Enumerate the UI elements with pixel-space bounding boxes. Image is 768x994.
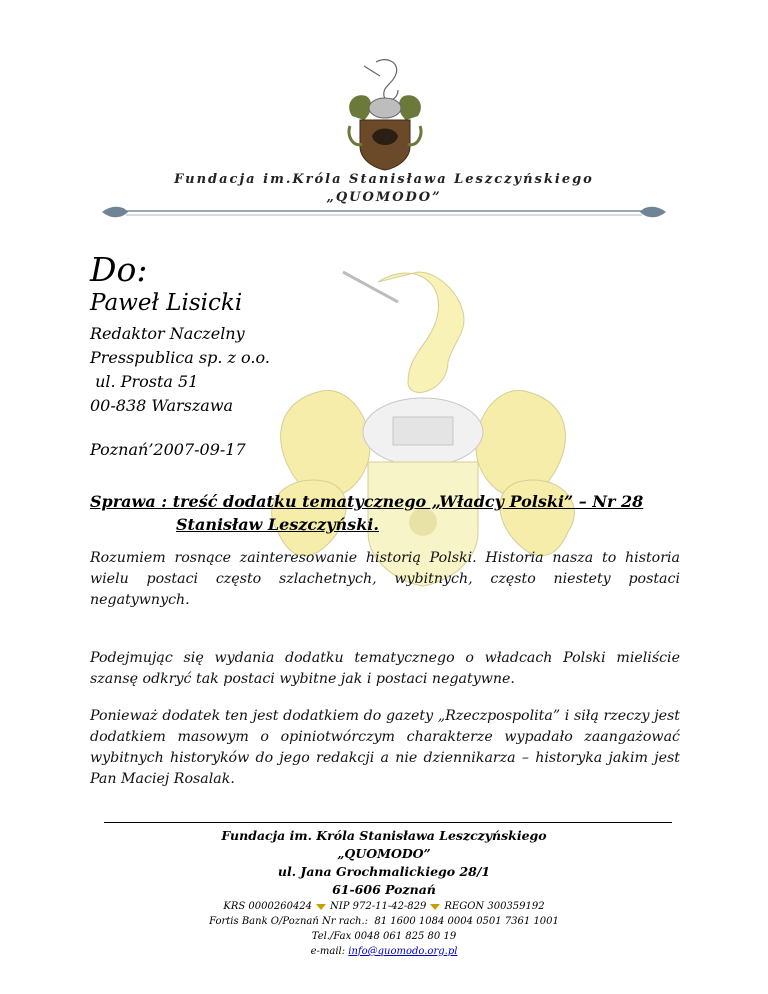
footer-bank: Fortis Bank O/Poznań Nr rach.: 81 1600 1084 0004 0501 7361 1001	[209, 916, 559, 927]
header-organization: Fundacja im.Króla Stanisława Leszczyńskiego	[174, 172, 594, 187]
subject-line-2: Stanisław Leszczyński.	[176, 515, 379, 534]
footer-subtitle: „QUOMODO”	[337, 846, 431, 861]
footer-email-line	[0, 946, 768, 957]
recipient-heading: Do:	[90, 250, 148, 289]
nip-number: NIP 972-11-42-829	[330, 901, 427, 912]
recipient-name: Paweł Lisicki	[90, 290, 243, 316]
separator-icon	[316, 904, 326, 910]
paragraph: Rozumiem rosnące zainteresowanie historią Polski. Historia nasza to historia wielu postaci często szlachetnych, wybitnych, często niestety postaci negatywnych.	[90, 550, 680, 608]
regon-number: REGON 300359192	[444, 901, 545, 912]
paragraph: Ponieważ dodatek ten jest dodatkiem do gazety „Rzeczpospolita” i siłą rzeczy jest dodatkiem masowym o opiniotwórczym charakterze wypadało zaangażować wybitnych historyków do jego redakcji a nie dziennikarza – historyka jakim jest Pan Maciej Rosalak.	[90, 708, 680, 787]
paragraph: Podejmując się wydania dodatku tematycznego o władcach Polski mieliście szansę odkryć tak postaci wybitne jak i postaci negatywne.	[90, 650, 680, 687]
email-label: e-mail:	[310, 946, 346, 957]
recipient-address	[90, 322, 270, 418]
footer-phone: Tel./Fax 0048 061 825 80 19	[311, 931, 457, 942]
krs-number: KRS 0000260424	[223, 901, 313, 912]
footer-registry	[0, 901, 768, 912]
coat-of-arms-logo	[346, 56, 424, 172]
footer-street: ul. Jana Grochmalickiego 28/1	[277, 864, 491, 879]
decorative-divider	[102, 202, 666, 222]
address-line: 00-838 Warszawa	[90, 396, 234, 415]
footer-divider	[104, 822, 672, 823]
header-subtitle: „QUOMODO”	[326, 190, 442, 205]
address-line: Presspublica sp. z o.o.	[90, 348, 270, 367]
letter-subject	[90, 490, 643, 536]
letter-date: Poznań’2007-09-17	[90, 440, 246, 459]
footer-organization: Fundacja im. Króla Stanisława Leszczyńskiego	[221, 828, 547, 843]
subject-line-1: Sprawa : treść dodatku tematycznego „Władcy Polski” – Nr 28	[90, 492, 644, 511]
address-line: Redaktor Naczelny	[90, 324, 245, 343]
footer-city: 61-606 Poznań	[332, 882, 436, 897]
email-link[interactable]: info@quomodo.org.pl	[348, 946, 458, 957]
address-line: ul. Prosta 51	[90, 372, 199, 391]
separator-icon	[430, 904, 440, 910]
